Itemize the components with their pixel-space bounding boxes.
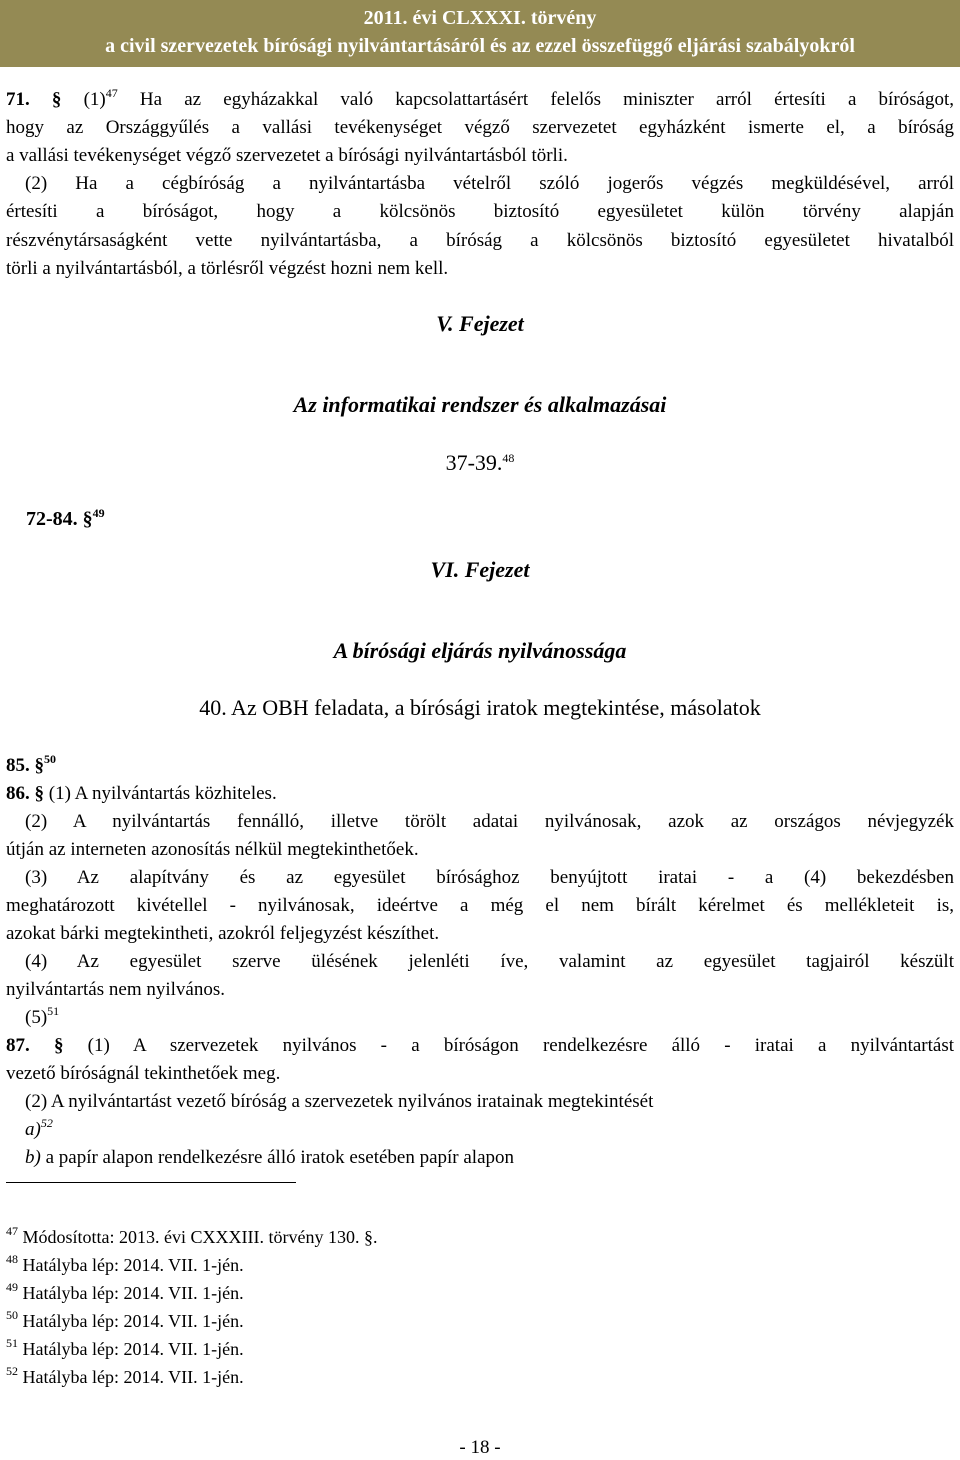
chapter-6-title: A bírósági eljárás nyilvánossága [333, 638, 627, 663]
footnote-text: Hatályba lép: 2014. VII. 1-jén. [22, 1367, 244, 1387]
subsection-marker: (1) [83, 89, 106, 110]
para-71-2-line3: részvénytársaságként vette nyilvántartásba, a bíróság a kölcsönös biztosító egyesületet hivatalból [6, 230, 954, 251]
para-71-2-line1 [6, 170, 954, 198]
para-87-1-line1 [6, 1032, 954, 1060]
para-86-3-line3: azokat bárki megtekintheti, azokról feljegyzést készíthet. [6, 923, 440, 944]
footnote-number: 49 [6, 1280, 18, 1294]
footnote-ref-51: 51 [47, 1004, 60, 1018]
footnote-text: Hatályba lép: 2014. VII. 1-jén. [22, 1255, 244, 1275]
footnote-ref-50: 50 [44, 752, 56, 766]
section-number-87: 87. [6, 1035, 30, 1056]
para-86-3-line2: meghatározott kivétellel - nyilvánosak, ideértve a még el nem bírált kérelmet és mellékleteit is, [6, 895, 954, 916]
para-text: (4) Az egyesület szerve ülésének jelenléti íve, valamint az egyesület tagjairól készült [25, 951, 954, 972]
para-86-4-line1 [6, 948, 954, 976]
subsection-marker: (5) [25, 1007, 48, 1028]
para-71-2-line4: törli a nyilvántartásból, a törlésről végzést hozni nem kell. [6, 258, 449, 279]
section-number-71: 71. [6, 89, 30, 110]
para-87-2 [6, 1088, 954, 1116]
para-text: a papír alapon rendelkezésre álló iratok esetében papír alapon [45, 1147, 515, 1168]
footnote-47 [6, 1223, 377, 1251]
para-71-2-line2: értesíti a bíróságot, hogy a kölcsönös biztosító egyesületet külön törvény alapján [6, 201, 954, 222]
para-86-2-line2: útján az interneten azonosítás nélkül megtekinthetőek. [6, 839, 419, 860]
footnote-text: Hatályba lép: 2014. VII. 1-jén. [22, 1283, 244, 1303]
footnote-52 [6, 1363, 244, 1391]
point-marker: b) [25, 1147, 41, 1168]
chapter-5-heading: V. Fejezet [436, 311, 524, 336]
footnote-text: Módosította: 2013. évi CXXXIII. törvény 130. §. [22, 1227, 378, 1247]
chapter-6-heading: VI. Fejezet [430, 557, 530, 582]
para-87-2-b [6, 1144, 954, 1172]
para-text: (2) A nyilvántartás fennálló, illetve törölt adatai nyilvánosak, azok az országos névjegyzék [25, 811, 954, 832]
footnote-number: 50 [6, 1308, 18, 1322]
para-86-3-line1 [6, 864, 954, 892]
header-law-title: 2011. évi CLXXXI. törvény [363, 7, 597, 29]
footnote-number: 51 [6, 1336, 18, 1350]
para-86-1 [6, 780, 954, 808]
para-text: (2) A nyilvántartást vezető bíróság a szervezetek nyilvános iratainak megtekintését [25, 1091, 654, 1112]
section-40-title: 40. Az OBH feladata, a bírósági iratok megtekintése, másolatok [199, 695, 761, 720]
footnote-ref-49: 49 [92, 506, 105, 520]
para-71-line2: hogy az Országgyűlés a vallási tevékenységet végző szervezetet egyházként ismerte el, a bíróság [6, 117, 954, 138]
section-37-39 [0, 450, 960, 476]
header-law-subtitle: a civil szervezetek bírósági nyilvántartásáról és az ezzel összefüggő eljárási szabályokról [105, 35, 855, 57]
footnote-text: Hatályba lép: 2014. VII. 1-jén. [22, 1311, 244, 1331]
point-marker: a) [25, 1119, 41, 1140]
para-text: (1) A nyilvántartás közhiteles. [48, 783, 277, 804]
para-text: Ha az egyházakkal való kapcsolattartásért felelős miniszter arról értesíti a bíróságot, [139, 89, 955, 110]
footnote-number: 48 [6, 1252, 18, 1266]
footnote-49 [6, 1279, 244, 1307]
para-87-1-line2: vezető bíróságnál tekinthetőek meg. [6, 1063, 281, 1084]
footnote-number: 52 [6, 1364, 18, 1378]
chapter-5-title: Az informatikai rendszer és alkalmazásai [293, 392, 667, 417]
footnote-48 [6, 1251, 244, 1279]
page-header [0, 0, 960, 67]
section-72-84 [6, 505, 954, 533]
section-sign: § [34, 783, 44, 804]
footnote-ref-47: 47 [105, 86, 118, 100]
section-range: 37-39. [445, 450, 503, 475]
section-sign: § [53, 1035, 64, 1056]
footnote-51 [6, 1335, 244, 1363]
para-text: (2) Ha a cégbíróság a nyilvántartásba vételről szóló jogerős végzés megküldésével, arról [25, 173, 954, 194]
para-86-4-line2: nyilvántartás nem nyilvános. [6, 979, 225, 1000]
para-text: (3) Az alapítvány és az egyesület bírósághoz benyújtott iratai - a (4) bekezdésben [25, 867, 954, 888]
footnote-ref-48: 48 [502, 451, 515, 465]
para-85 [6, 752, 954, 780]
para-87-2-a [6, 1116, 954, 1144]
section-sign: § [82, 508, 93, 530]
footnote-text: Hatályba lép: 2014. VII. 1-jén. [22, 1339, 244, 1359]
para-86-5 [6, 1004, 954, 1032]
footnote-ref-52: 52 [40, 1116, 53, 1130]
para-86-2-line1 [6, 808, 954, 836]
para-text: (1) A szervezetek nyilvános - a bíróságon rendelkezésre álló - iratai a nyilvántartást [87, 1035, 955, 1056]
section-sign: § [34, 755, 44, 776]
section-number-85: 85. [6, 755, 30, 776]
para-71-line3: a vallási tevékenységet végző szervezetet a bírósági nyilvántartásból törli. [6, 145, 568, 166]
section-sign: § [51, 89, 62, 110]
footnote-divider [6, 1182, 296, 1183]
footnote-number: 47 [6, 1224, 18, 1238]
section-number-86: 86. [6, 783, 30, 804]
footnote-50 [6, 1307, 244, 1335]
page-number: - 18 - [459, 1437, 501, 1458]
para-71-line1 [6, 86, 954, 114]
section-range: 72-84. [26, 508, 78, 530]
